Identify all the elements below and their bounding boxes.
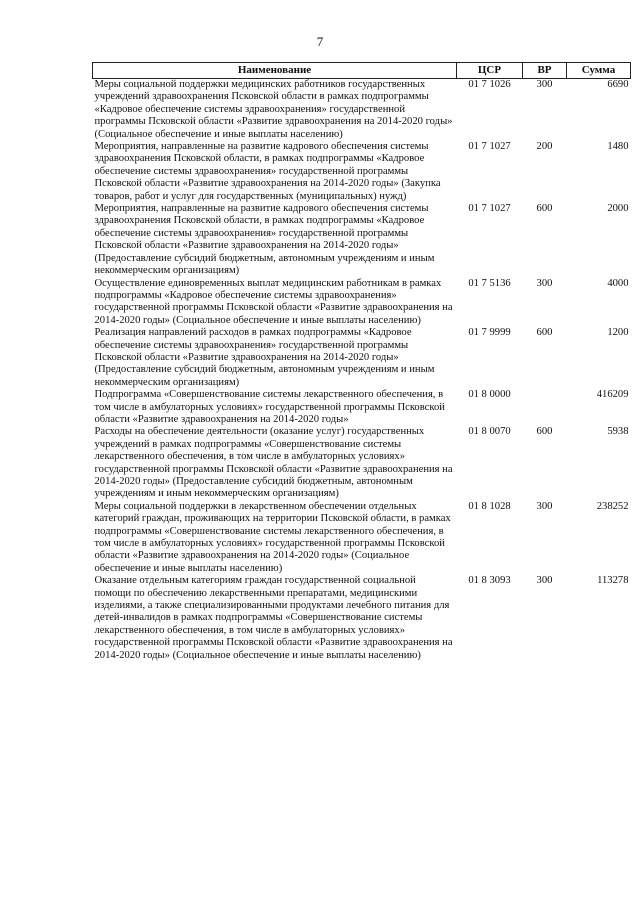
header-vr: ВР <box>523 63 567 79</box>
table-row <box>93 389 631 426</box>
row-sum: 1480 <box>607 141 629 153</box>
row-vr: 300 <box>536 575 553 587</box>
row-vr: 300 <box>536 277 553 289</box>
table-row <box>93 575 631 662</box>
row-sum: 6690 <box>607 79 629 90</box>
table-row <box>93 426 631 500</box>
row-sum: 238252 <box>596 500 629 512</box>
row-sum: 4000 <box>607 277 629 289</box>
table-row <box>93 79 631 142</box>
header-sum: Сумма <box>567 63 631 79</box>
row-vr: 300 <box>536 500 553 512</box>
header-name: Наименование <box>93 63 457 79</box>
row-vr: 200 <box>536 141 553 153</box>
budget-table <box>92 62 631 662</box>
table-row <box>93 501 631 575</box>
row-name: Меры социальной поддержки медицинских работников государственных учреждений здравоохранения Псковской области в рамках подпрограммы «Кадровое обеспечение системы здравоохранения» государственной программы Псковской области «Развитие здравоохранения на 2014-2020 годы» (Социальное обеспечение и иные выплаты населению) <box>94 79 453 140</box>
row-csr: 01 7 1026 <box>468 79 511 90</box>
row-name: Осуществление единовременных выплат медицинским работникам в рамках подпрограммы «Кадровое обеспечение системы здравоохранения» государственной программы Псковской области «Развитие здравоохранения на 2014-2020 годы» (Социальное обеспечение и иные выплаты населению) <box>94 277 453 326</box>
row-vr: 600 <box>536 426 553 438</box>
row-sum: 113278 <box>597 575 629 587</box>
row-name: Мероприятия, направленные на развитие кадрового обеспечения системы здравоохранения Псковской области, в рамках подпрограммы «Кадровое обеспечение системы здравоохранения» государственной программы Псковской области «Развитие здравоохранения на 2014-2020 годы» (Предоставление субсидий бюджетным, автономным учреждениям и иным некоммерческим организациям) <box>94 203 435 277</box>
row-csr: 01 7 1027 <box>468 141 511 153</box>
row-name: Меры социальной поддержки в лекарственном обеспечении отдельных категорий граждан, проживающих на территории Псковской области, в рамках подпрограммы «Совершенствование системы лекарственного обеспечения, в том числе в амбулаторных условиях» государственной программы Псковской области «Развитие здравоохранения на 2014-2020 годы» (Социальное обеспечение и иные выплаты населению) <box>94 500 451 574</box>
row-csr: 01 7 9999 <box>468 327 511 339</box>
row-csr: 01 7 1027 <box>468 203 511 215</box>
table-row <box>93 203 631 277</box>
row-name: Расходы на обеспечение деятельности (оказание услуг) государственных учреждений в рамках подпрограммы «Совершенствование системы лекарственного обеспечения, в том числе в амбулаторных условиях» государственной программы Псковской области «Развитие здравоохранения на 2014-2020 годы» (Предоставление субсидий бюджетным, автономным учреждениям и иным некоммерческим организациям) <box>94 426 453 500</box>
row-sum: 5938 <box>607 426 629 438</box>
row-name: Подпрограмма «Совершенствование системы лекарственного обеспечения, в том числе в амбулаторных условиях» государственной программы Псковской области «Развитие здравоохранения на 2014-2020 годы» <box>94 389 445 425</box>
row-name: Реализация направлений расходов в рамках подпрограммы «Кадровое обеспечение системы здравоохранения» государственной программы Псковской области «Развитие здравоохранения на 2014-2020 годы» (Предоставление субсидий бюджетным, автономным учреждениям и иным некоммерческим организациям) <box>94 327 435 388</box>
row-vr <box>523 389 567 426</box>
row-vr: 600 <box>536 203 553 215</box>
table-row <box>93 327 631 389</box>
row-sum: 416209 <box>596 389 629 401</box>
row-vr: 600 <box>536 327 553 339</box>
row-csr: 01 8 0070 <box>468 426 511 438</box>
row-vr: 300 <box>536 79 553 90</box>
row-sum: 2000 <box>607 203 629 215</box>
row-name: Оказание отдельным категориям граждан государственной социальной помощи по обеспечению лекарственными препаратами, медицинскими изделиями, а также специализированными продуктами лечебного питания для детей-инвалидов в рамках подпрограммы «Совершенствование системы лекарственного обеспечения, в том числе в амбулаторных условиях» государственной программы Псковской области «Развитие здравоохранения на 2014-2020 годы» (Социальное обеспечение и иные выплаты населению) <box>94 575 453 661</box>
table-row <box>93 278 631 328</box>
row-csr: 01 7 5136 <box>468 277 511 289</box>
table-row <box>93 141 631 203</box>
row-csr: 01 8 1028 <box>468 500 511 512</box>
row-csr: 01 8 0000 <box>468 389 511 401</box>
row-sum: 1200 <box>607 327 629 339</box>
page-number: 7 <box>316 34 324 49</box>
header-csr: ЦСР <box>457 63 523 79</box>
row-name: Мероприятия, направленные на развитие кадрового обеспечения системы здравоохранения Псковской области, в рамках подпрограммы «Кадровое обеспечение системы здравоохранения» государственной программы Псковской области «Развитие здравоохранения на 2014-2020 годы» (Закупка товаров, работ и услуг для государственных (муниципальных) нужд) <box>94 141 441 202</box>
table-header-row <box>93 63 631 79</box>
row-csr: 01 8 3093 <box>468 575 511 587</box>
